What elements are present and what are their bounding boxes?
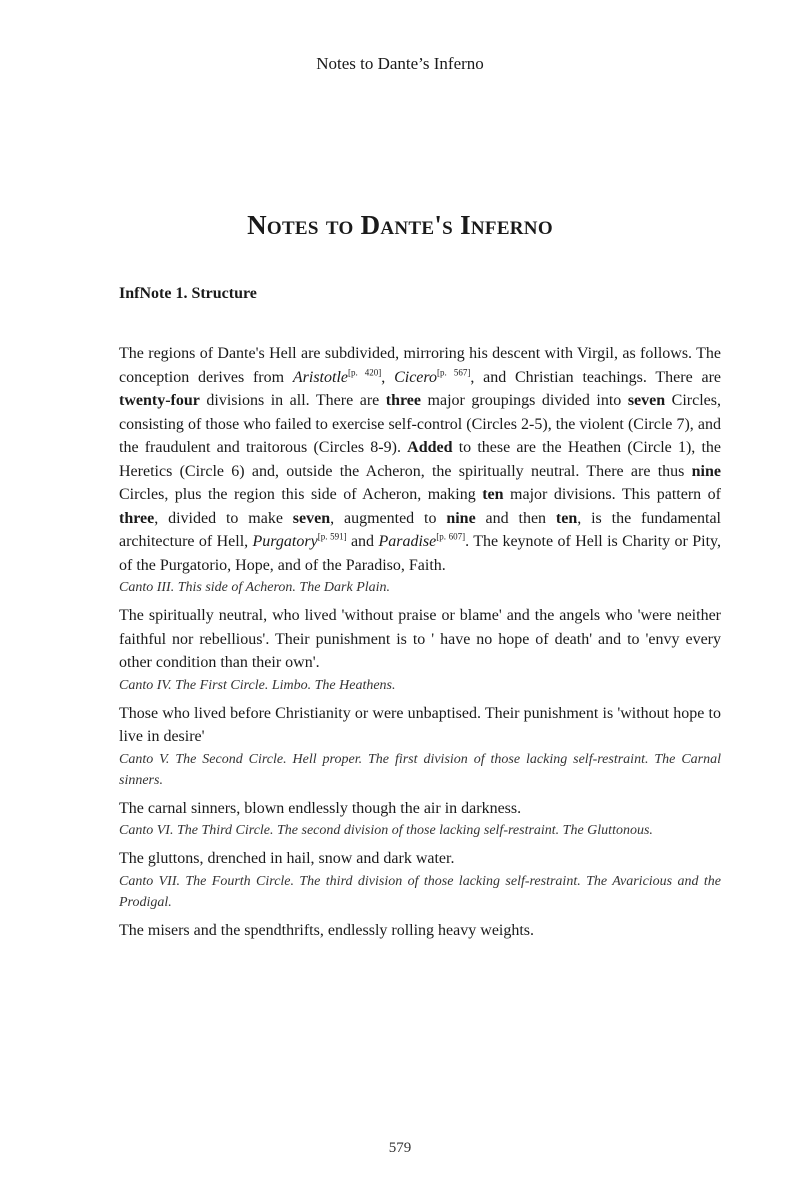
emphasis: nine [691, 462, 721, 480]
emphasis: twenty-four [119, 392, 200, 409]
intro-text: and [346, 533, 379, 550]
cicero-page-ref: [p. 567] [437, 367, 471, 378]
emphasis: Added [407, 439, 453, 456]
canto-heading: Canto III. This side of Acheron. The Dark Plain. [119, 580, 391, 595]
purgatory-label: Purgatory [252, 533, 318, 550]
emphasis: seven [627, 392, 666, 409]
canto-heading: Canto V. The Second Circle. Hell proper. The first division of those lacking self-restraint. The Carnal sinners. [119, 751, 721, 788]
emphasis: three [119, 509, 155, 527]
intro-text: , augmented to [330, 509, 447, 527]
aristotle-label: Aristotle [292, 368, 348, 386]
intro-text: , and Christian teachings. There are [470, 368, 722, 386]
intro-text: . The keynote of Hell is Charity or Pity, of the Purgatorio, Hope, and of the Paradiso, Faith. [119, 533, 721, 574]
cicero-link[interactable] [394, 369, 470, 386]
emphasis: three [385, 392, 422, 409]
canto-description: The spiritually neutral, who lived 'without praise or blame' and the angels who 'were neither faithful nor rebellious'. Their punishment is to ' have no hope of death' and to 'envy every other condition than their own'. [119, 607, 721, 671]
intro-text: Circles, consisting of those who failed to exercise self-control (Circles 2-5), the violent (Circle 7), and the fraudulent and traitorous (Circles 8-9). [119, 392, 721, 456]
running-head: Notes to Dante’s Inferno [316, 54, 484, 73]
intro-text: and then [475, 509, 556, 527]
purgatory-link[interactable] [253, 533, 347, 550]
canto-description: The carnal sinners, blown endlessly though the air in darkness. [119, 799, 522, 817]
canto-description: The misers and the spendthrifts, endlessly rolling heavy weights. [119, 921, 535, 939]
intro-text: divisions in all. There are [199, 392, 386, 409]
canto-heading: Canto VI. The Third Circle. The second division of those lacking self-restraint. The Gluttonous. [119, 823, 653, 838]
canto-description: The gluttons, drenched in hail, snow and dark water. [119, 850, 455, 867]
canto-heading: Canto IV. The First Circle. Limbo. The Heathens. [119, 677, 396, 693]
intro-text: major groupings divided into [421, 392, 628, 409]
intro-text: , [381, 368, 395, 386]
canto-description: Those who lived before Christianity or were unbaptised. Their punishment is 'without hope to live in desire' [119, 704, 721, 745]
page-number: 579 [388, 1140, 412, 1156]
cicero-label: Cicero [394, 368, 438, 386]
paradise-page-ref: [p. 607] [436, 531, 466, 542]
paradise-link[interactable] [378, 533, 465, 550]
intro-text: to these are the Heathen (Circle 1), the Heretics (Circle 6) and, outside the Acheron, the spiritually neutral. There are thus [119, 439, 722, 480]
aristotle-link[interactable] [293, 369, 381, 386]
emphasis: ten [555, 509, 578, 527]
note-heading: InfNote 1. Structure [119, 285, 257, 302]
emphasis: ten [482, 486, 504, 503]
page-title: Notes to Dante's Inferno [247, 210, 553, 240]
main-content [119, 342, 721, 942]
intro-text: , divided to make [154, 509, 293, 527]
emphasis: seven [292, 509, 331, 527]
purgatory-page-ref: [p. 591] [317, 531, 347, 542]
intro-text: The regions of Dante's Hell are subdivided, mirroring his descent with Virgil, as follows. The conception derives from [119, 345, 721, 386]
paradise-label: Paradise [378, 533, 437, 550]
intro-paragraph [119, 342, 721, 577]
intro-text: Circles, plus the region this side of Acheron, making [119, 486, 483, 503]
aristotle-page-ref: [p. 420] [347, 367, 382, 378]
intro-text: , is the fundamental architecture of Hell, [119, 509, 721, 550]
intro-text: major divisions. This pattern of [503, 486, 722, 503]
emphasis: nine [446, 509, 476, 527]
canto-heading: Canto VII. The Fourth Circle. The third division of those lacking self-restraint. The Avaricious and the Prodigal. [119, 873, 721, 910]
